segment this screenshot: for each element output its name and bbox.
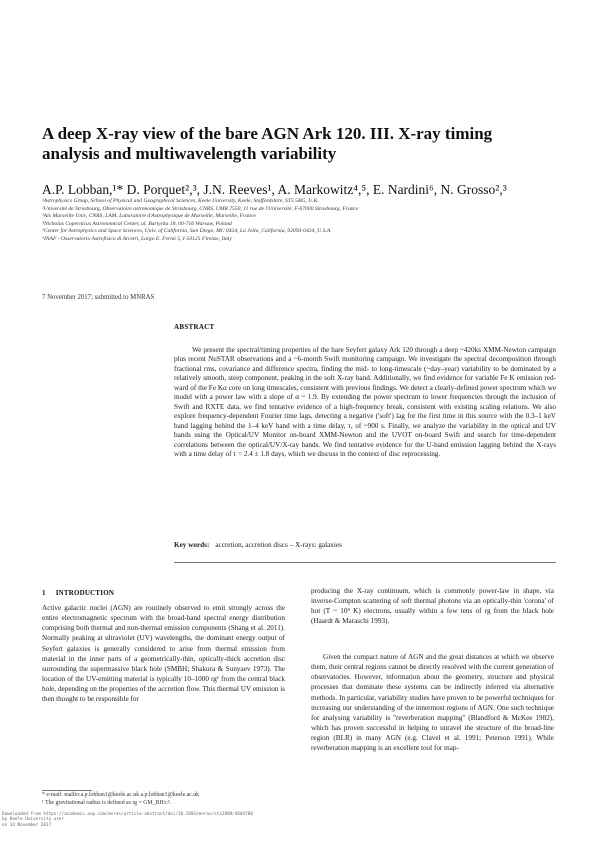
affiliation-item: ¹Astrophysics Group, School of Physical and Geographical Sciences, Keele University, Keele, Staffordshire, ST5 5BG, U.K. [42,198,319,204]
keywords-text: accretion, accretion discs – X-rays: galaxies [215,541,342,549]
footnotes [42,792,292,807]
keywords [174,541,556,549]
affiliation-item: ²Université de Strasbourg, Observatoire astronomique de Strasbourg, CNRS, UMR 7550, 11 rue de l'Université, F-67000 Strasbourg, France [42,205,359,212]
keywords-label: Key words: [174,541,210,549]
section-number: 1 [42,589,46,597]
footnote-email: * e-mail: mailto:a.p.lobban1@keele.ac.uk a.p.lobban1@keele.ac.uk [42,792,199,798]
submission-date: 7 November 2017; submitted to MNRAS [42,294,155,301]
download-line: on 14 November 2017 [2,822,52,828]
affiliation-item: ⁴Nicholas Copernicus Astronomical Center, ul. Bartycka 18, 00-716 Warsaw, Poland [42,220,232,227]
intro-left-column: Active galactic nuclei (AGN) are routinely observed to emit strongly across the entire electromagnetic spectrum with the broad-band spectral energy distribution comprising both thermal and non-thermal emission components (Shang et al. 2011). Normally peaking at ultraviolet (UV) wavelengths, the dominant energy output of Seyfert galaxies is generally considered to arise from thermal emission from material in the inner parts of a geometrically-thin, optically-thick accretion disc surrounding the supermassive black hole (SMBH; Shakura & Sunyaev 1973). The location of the UV-emitting material is typically 10–1000 rg¹ from the central black hole, depending on the properties of the accretion flow. This thermal UV emission is then thought to be responsible for [42,604,285,704]
affiliation-list [42,198,562,244]
download-line: by Keele University user [2,817,65,823]
download-watermark [2,812,282,828]
abstract-text: We present the spectral/timing properties of the bare Seyfert galaxy Ark 120 through a deep ~420ks XMM-Newton campaign plus recent NuSTAR observations and a ~6-month Swift monitoring campaign. We investigate the spectral decomposition through fractional rms, covariance and difference spectra, finding the mid- to long-timescale (~day–year) variability to be dominated by a relatively smooth, steep component, peaking in the soft X-ray band. Additionally, we find evidence for variable Fe K emission red-ward of the Fe Kα core on long timescales, consistent with previous findings. We detect a clearly-defined power spectrum which we model with a power law with a slope of α ~ 1.9. By extending the power spectrum to lower frequencies through the inclusion of Swift and RXTE data, we find tentative evidence of a high-frequency break, consistent with existing scaling relations. We also explore frequency-dependent Fourier time lags, detecting a negative ('soft') lag for the first time in this source with the 0.3–1 keV band lagging behind the 1–4 keV band with a time delay, τ, of ~900 s. Finally, we analyze the variability in the optical and UV bands using the Optical/UV Monitor on-board XMM-Newton and the UVOT on-board Swift and search for time-dependent correlations between the optical/UV/X-ray bands. We find tentative evidence for the U-band emission lagging behind the X-rays with a time delay of τ = 2.4 ± 1.8 days, which we discuss in the context of disc reprocessing. [174,346,556,458]
section-title: INTRODUCTION [55,589,115,597]
title-line-2: analysis and multiwavelength variability [42,144,337,163]
paper-title [42,124,562,164]
download-line: Downloaded from https://academic.oup.com/mnras/article-abstract/doi/10.1093/mnras/stx2889/4604788 [2,812,253,817]
affiliation-item: ⁵Center for Astrophysics and Space Sciences, Univ. of California, San Diego, MC 0424, La Jolla, California, 92093-0424, U.S.A. [42,228,332,235]
abstract-divider [174,562,556,563]
footnote-gravitational-radius: ¹ The gravitational radius is defined as rg = GM_BH/c². [42,799,171,806]
footnote-divider [42,790,92,791]
intro-right-paragraph-2: Given the compact nature of AGN and the great distances at which we observe them, their central regions cannot be directly resolved with the current generation of observatories. However, information about the geometry, structure and physical processes that dominate these systems can be indirectly inferred via alternative methods. In particular, variability studies have proven to be powerful techniques for increasing our understanding of the innermost regions of AGN. One such technique for analysing variability is "reverberation mapping" (Blandford & McKee 1982), which has proven successful in helping to unravel the structure of the broad-line region (BLR) in many AGN (e.g. Clavel et al. 1991; Peterson 1991). While reverberation mapping is an excellent tool for map- [311,653,554,753]
affiliation-item: ³Aix Marseille Univ, CNRS, LAM, Laboratoire d'Astrophysique de Marseille, Marseille, France [42,213,256,220]
author-list: A.P. Lobban,¹* D. Porquet²,³, J.N. Reeves¹, A. Markowitz⁴,⁵, E. Nardini⁶, N. Grosso²,³ [42,182,507,197]
abstract-heading: ABSTRACT [174,323,215,331]
title-line-1: A deep X-ray view of the bare AGN Ark 120. III. X-ray timing [42,124,493,143]
section-heading [42,589,114,597]
intro-right-paragraph-1: producing the X-ray continuum, which is commonly power-law in shape, via inverse-Compton scattering of soft thermal photons via an optically-thin 'corona' of hot (T ~ 10⁹ K) electrons, usually within a few tens of rg from the black hole (Haardt & Maraschi 1993). [311,587,554,626]
affiliation-item: ⁶INAF - Osservatorio Astrofisico di Arcetri, Largo E. Fermi 5, I-50125 Firenze, Italy [42,235,232,242]
